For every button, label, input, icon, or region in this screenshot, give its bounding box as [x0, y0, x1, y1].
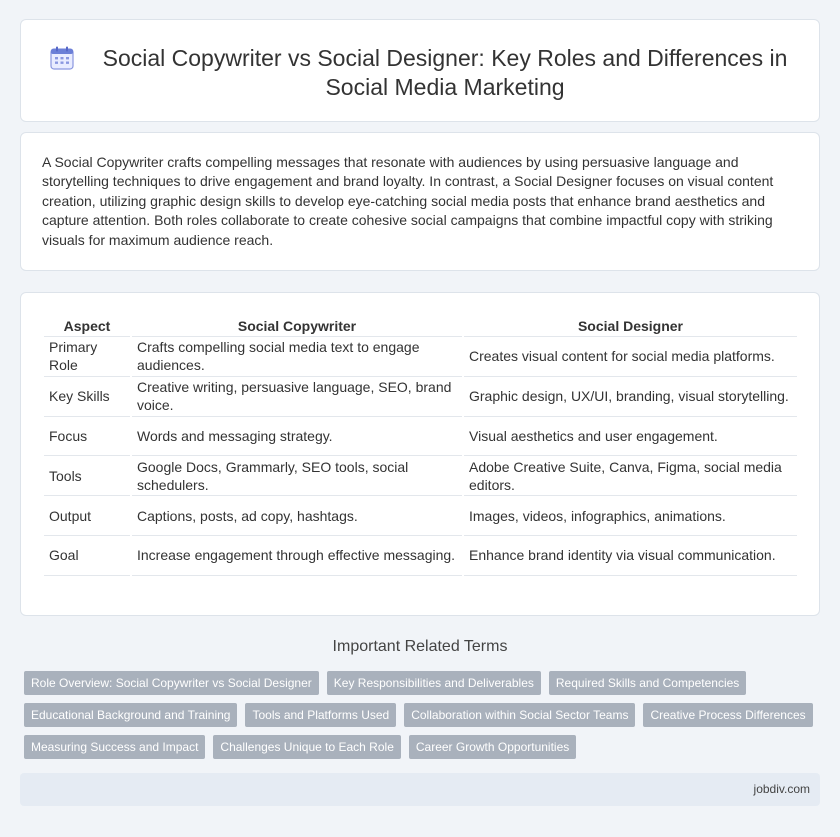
aspect-cell: Focus — [44, 417, 130, 457]
related-term-tag[interactable]: Educational Background and Training — [24, 703, 237, 727]
copywriter-cell: Google Docs, Grammarly, SEO tools, social schedulers. — [132, 456, 462, 496]
designer-cell: Graphic design, UX/UI, branding, visual storytelling. — [464, 377, 797, 417]
aspect-cell: Primary Role — [44, 337, 130, 377]
related-term-tag[interactable]: Tools and Platforms Used — [245, 703, 396, 727]
copywriter-cell: Crafts compelling social media text to engage audiences. — [132, 337, 462, 377]
related-term-tag[interactable]: Creative Process Differences — [643, 703, 812, 727]
copywriter-cell: Creative writing, persuasive language, SEO, brand voice. — [132, 377, 462, 417]
related-term-tag[interactable]: Role Overview: Social Copywriter vs Social Designer — [24, 671, 319, 695]
intro-card — [20, 132, 820, 271]
related-term-tag[interactable]: Required Skills and Competencies — [549, 671, 746, 695]
designer-cell: Creates visual content for social media platforms. — [464, 337, 797, 377]
footer-site-link[interactable]: jobdiv.com — [753, 782, 810, 796]
column-header-copywriter: Social Copywriter — [132, 313, 462, 337]
designer-cell: Adobe Creative Suite, Canva, Figma, social media editors. — [464, 456, 797, 496]
table-row — [44, 456, 797, 496]
copywriter-cell: Captions, posts, ad copy, hashtags. — [132, 496, 462, 536]
designer-cell: Images, videos, infographics, animations. — [464, 496, 797, 536]
table-header-row — [44, 313, 797, 337]
aspect-cell: Key Skills — [44, 377, 130, 417]
page-title: Social Copywriter vs Social Designer: Key Roles and Differences in Social Media Marketing — [102, 45, 788, 100]
comparison-card — [20, 292, 820, 616]
comparison-table — [42, 313, 799, 576]
intro-paragraph: A Social Copywriter crafts compelling messages that resonate with audiences by using persuasive language and storytelling techniques to drive engagement and brand loyalty. In contrast, a Social Designer focuses on visual content creation, utilizing graphic design skills to develop eye-catching social media posts that enhance brand aesthetics and capture attention. Both roles collaborate to create cohesive social campaigns that combine impactful copy with striking visuals for maximum audience reach. — [42, 154, 774, 248]
aspect-cell: Tools — [44, 456, 130, 496]
aspect-cell: Output — [44, 496, 130, 536]
designer-cell: Visual aesthetics and user engagement. — [464, 417, 797, 457]
table-row — [44, 536, 797, 576]
related-term-tag[interactable]: Career Growth Opportunities — [409, 735, 576, 759]
related-term-tag[interactable]: Challenges Unique to Each Role — [213, 735, 400, 759]
designer-cell: Enhance brand identity via visual communication. — [464, 536, 797, 576]
tag-row — [24, 671, 824, 695]
related-term-tag[interactable]: Key Responsibilities and Deliverables — [327, 671, 541, 695]
calendar-icon — [49, 45, 75, 71]
related-terms-heading: Important Related Terms — [332, 638, 508, 655]
tag-row — [24, 703, 824, 727]
table-row — [44, 337, 797, 377]
column-header-designer: Social Designer — [464, 313, 797, 337]
tag-row — [24, 735, 824, 759]
footer — [20, 773, 820, 806]
related-term-tag[interactable]: Measuring Success and Impact — [24, 735, 205, 759]
copywriter-cell: Words and messaging strategy. — [132, 417, 462, 457]
copywriter-cell: Increase engagement through effective messaging. — [132, 536, 462, 576]
table-row — [44, 417, 797, 457]
aspect-cell: Goal — [44, 536, 130, 576]
table-row — [44, 377, 797, 417]
related-term-tag[interactable]: Collaboration within Social Sector Teams — [404, 703, 635, 727]
column-header-aspect: Aspect — [44, 313, 130, 337]
related-terms-list — [24, 671, 824, 767]
table-row — [44, 496, 797, 536]
title-card — [20, 19, 820, 122]
